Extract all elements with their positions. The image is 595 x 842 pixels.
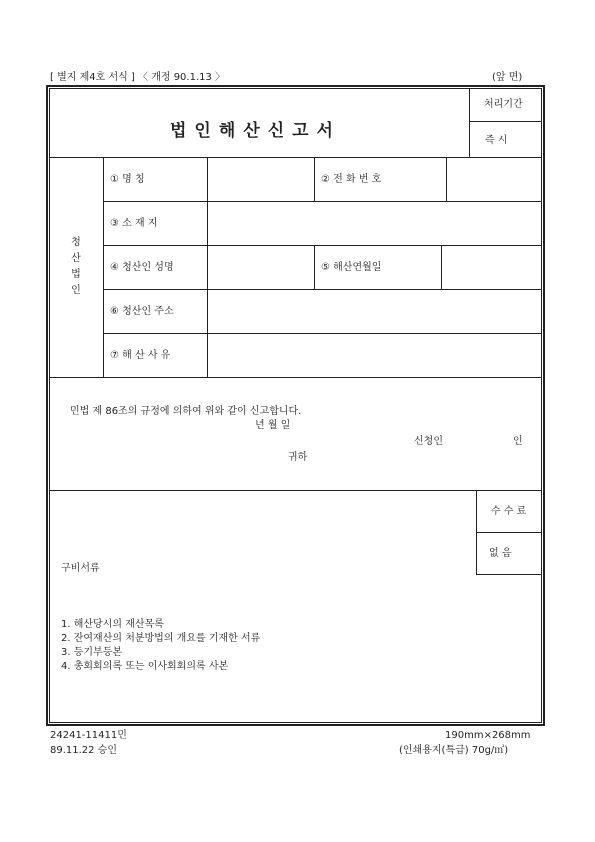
addressee-label: 귀하 <box>288 452 308 463</box>
col-line <box>446 157 447 201</box>
document-item: 3. 등기부등본 <box>61 647 123 658</box>
fee-box-middle <box>476 532 542 533</box>
row-line <box>103 245 542 246</box>
processing-period-value: 즉 시 <box>485 135 508 146</box>
footer-paper-type: (인쇄용지(특급) 70g/㎡) <box>399 745 509 756</box>
field-label-liquidator-address: ⑥ 청산인 주소 <box>110 306 174 317</box>
documents-title: 구비서류 <box>61 563 100 574</box>
declaration-statement: 민법 제 86조의 규정에 의하여 위와 같이 신고합니다. <box>70 406 302 417</box>
row-line <box>49 377 542 378</box>
document-item: 1. 해산당시의 재산목록 <box>61 619 164 630</box>
processing-period-label: 처리기간 <box>484 99 523 110</box>
col-line <box>103 157 104 377</box>
row-line <box>49 490 542 491</box>
field-label-dissolution-date: ⑤ 해산연월일 <box>321 262 382 273</box>
footer-form-code: 24241-11411민 <box>50 730 127 741</box>
page-side-label: (앞 면) <box>492 72 523 83</box>
applicant-label: 신청인 <box>414 436 443 447</box>
footer-paper-size: 190mm×268mm <box>445 730 531 741</box>
row-line <box>103 333 542 334</box>
footer-approval: 89.11.22 승인 <box>50 745 118 756</box>
row-line <box>49 157 542 158</box>
field-label-liquidator-name: ④ 청산인 성명 <box>110 262 174 273</box>
col-line <box>441 245 442 289</box>
col-line <box>314 245 315 289</box>
col-line <box>207 157 208 377</box>
field-label-address: ③ 소 재 지 <box>110 218 158 229</box>
row-line <box>103 201 542 202</box>
row-line <box>103 289 542 290</box>
col-line <box>314 157 315 201</box>
field-label-phone: ② 전 화 번 호 <box>321 174 382 185</box>
field-label-reason: ⑦ 해 산 사 유 <box>110 350 171 361</box>
fee-box-bottom <box>476 574 542 575</box>
document-item: 4. 총회회의록 또는 이사회회의록 사본 <box>61 661 229 672</box>
form-title: 법인해산신고서 <box>170 121 341 141</box>
processing-row-line <box>469 121 542 122</box>
fee-value: 없 음 <box>489 548 512 559</box>
fee-label: 수 수 료 <box>491 506 527 517</box>
seal-label: 인 <box>513 436 523 447</box>
processing-divider <box>469 88 470 157</box>
form-reference: [ 별지 제4호 서식 ] 〈 개정 90.1.13 〉 <box>50 72 226 83</box>
declaration-date: 년 월 일 <box>255 420 291 431</box>
document-item: 2. 잔여재산의 처분방법의 개요를 기재한 서류 <box>61 633 261 644</box>
section-label-liquidating-corporation: 청 산 법 인 <box>71 237 81 296</box>
field-label-name: ① 명 칭 <box>110 174 145 185</box>
